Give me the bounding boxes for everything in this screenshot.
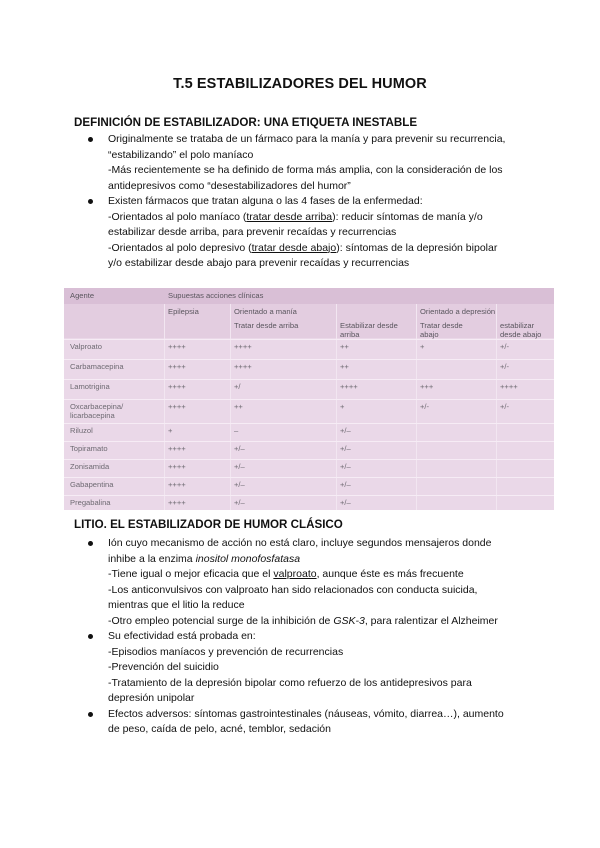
text-line: -Prevención del suicidio bbox=[108, 661, 219, 673]
text-span: , para ralentizar el Alzheimer bbox=[364, 614, 498, 627]
table-cell-agente: Carbamacepina bbox=[70, 362, 124, 371]
text-line: -Tratamiento de la depresión bipolar como refuerzo de los antidepresivos para bbox=[108, 676, 472, 689]
section-litio-body bbox=[84, 536, 546, 738]
table-cell-value: – bbox=[234, 426, 239, 435]
drug-table bbox=[64, 288, 554, 510]
table-cell-value: +/– bbox=[340, 444, 351, 453]
list-item bbox=[84, 629, 546, 707]
text-span: inhibe a la enzima bbox=[108, 552, 196, 565]
text-line bbox=[108, 210, 546, 226]
italic-text: inositol monofosfatasa bbox=[195, 552, 301, 565]
table-cell-value: + bbox=[340, 402, 345, 411]
text-line: antidepresivos como “desestabilizadores del humor” bbox=[108, 179, 351, 192]
underlined-text: tratar desde abajo bbox=[251, 241, 337, 254]
table-cell-value: ++++ bbox=[168, 444, 186, 453]
table-cell-value: +/– bbox=[340, 498, 351, 507]
table-cell-value: ++++ bbox=[234, 362, 252, 371]
table-cell-agente: Lamotrigina bbox=[70, 382, 110, 391]
text-line: Efectos adversos: síntomas gastrointestinales (náuseas, vómito, diarrea…), aumento bbox=[108, 707, 504, 720]
table-row-divider bbox=[64, 423, 554, 424]
table-cell-value: ++++ bbox=[340, 382, 358, 391]
col-header-supuestas: Supuestas acciones clínicas bbox=[168, 291, 264, 300]
table-cell-agente: Gabapentina bbox=[70, 480, 114, 489]
table-header-band bbox=[64, 288, 554, 304]
underlined-text: valproato bbox=[273, 568, 317, 580]
text-line bbox=[108, 552, 546, 568]
text-line: depresión unipolar bbox=[108, 692, 195, 704]
table-cell-agente: Topiramato bbox=[70, 444, 108, 453]
text-line: “estabilizando” el polo maníaco bbox=[108, 148, 254, 161]
text-line: de peso, caída de pelo, acné, temblor, sedación bbox=[108, 723, 331, 735]
bullet-icon bbox=[88, 541, 93, 546]
text-line: Originalmente se trataba de un fármaco para la manía y para prevenir su recurrencia, bbox=[108, 133, 506, 145]
text-span: -Orientados al polo maníaco ( bbox=[108, 210, 247, 223]
table-cell-value: + bbox=[168, 426, 173, 435]
table-cell-value: ++++ bbox=[234, 342, 252, 351]
table-row-divider bbox=[64, 379, 554, 380]
table-cell-value: ++++ bbox=[168, 342, 186, 351]
text-line: Existen fármacos que tratan alguna o las 4 fases de la enfermedad: bbox=[108, 195, 423, 207]
table-cell-value: +/- bbox=[500, 362, 510, 371]
text-line: Su efectividad está probada en: bbox=[108, 630, 256, 642]
table-column-divider bbox=[164, 304, 165, 510]
col-header-mania: Orientado a manía bbox=[234, 307, 297, 316]
table-row-divider bbox=[64, 359, 554, 360]
table-cell-value: ++ bbox=[340, 342, 349, 351]
text-line bbox=[108, 567, 546, 583]
text-line: Ión cuyo mecanismo de acción no está claro, incluye segundos mensajeros donde bbox=[108, 537, 492, 549]
col-header-estab-arriba: Estabilizar desde arriba bbox=[340, 321, 398, 339]
table-cell-value: ++ bbox=[234, 402, 243, 411]
col-header-tratar-arriba: Tratar desde arriba bbox=[234, 321, 299, 330]
table-row-divider bbox=[64, 339, 554, 340]
col-header-estab-abajo: estabilizar desde abajo bbox=[500, 321, 542, 339]
table-cell-value: +/– bbox=[234, 498, 245, 507]
text-span: ): síntomas de la depresión bipolar bbox=[336, 241, 498, 254]
table-column-divider bbox=[336, 304, 337, 510]
col-header-tratar-abajo: Tratar desde abajo bbox=[420, 321, 463, 339]
table-row-divider bbox=[64, 399, 554, 400]
table-cell-agente: Zonisamida bbox=[70, 462, 110, 471]
table-cell-value: +/- bbox=[500, 402, 510, 411]
list-item bbox=[84, 194, 546, 272]
table-cell-value: +/– bbox=[340, 426, 351, 435]
text-line: mientras que el litio la reduce bbox=[108, 599, 245, 611]
table-cell-value: ++++ bbox=[168, 362, 186, 371]
table-cell-value: +/– bbox=[234, 480, 245, 489]
bullet-icon bbox=[88, 199, 93, 204]
underlined-text: tratar desde arriba bbox=[246, 210, 333, 223]
section-definicion-body bbox=[84, 132, 546, 272]
table-column-divider bbox=[230, 304, 231, 510]
table-cell-value: +/– bbox=[340, 480, 351, 489]
table-cell-value: ++++ bbox=[168, 480, 186, 489]
table-column-divider bbox=[496, 304, 497, 510]
section-heading-litio: LITIO. EL ESTABILIZADOR DE HUMOR CLÁSICO bbox=[74, 518, 343, 531]
text-span: -Otro empleo potencial surge de la inhibición de bbox=[108, 614, 334, 627]
table-cell-value: +++ bbox=[420, 382, 434, 391]
table-cell-value: +/ bbox=[234, 382, 241, 391]
table-cell-value: +/- bbox=[420, 402, 430, 411]
table-row-divider bbox=[64, 477, 554, 478]
table-cell-value: ++ bbox=[340, 362, 349, 371]
list-item bbox=[84, 707, 546, 738]
text-line bbox=[108, 241, 546, 257]
table-cell-value: ++++ bbox=[168, 498, 186, 507]
table-row-divider bbox=[64, 441, 554, 442]
bullet-icon bbox=[88, 137, 93, 142]
text-span: , aunque éste es más frecuente bbox=[316, 568, 464, 580]
table-column-divider bbox=[416, 304, 417, 510]
text-line: y/o estabilizar desde abajo para prevenir recaídas y recurrencias bbox=[108, 257, 410, 269]
table-cell-value: ++++ bbox=[168, 402, 186, 411]
table-cell-value: ++++ bbox=[168, 462, 186, 471]
text-span: ): reducir síntomas de manía y/o bbox=[332, 210, 483, 223]
table-cell-value: +/– bbox=[234, 444, 245, 453]
table-cell-agente: Riluzol bbox=[70, 426, 93, 435]
table-row-divider bbox=[64, 495, 554, 496]
table-cell-value: + bbox=[420, 342, 425, 351]
list-item bbox=[84, 132, 546, 194]
col-header-agente: Agente bbox=[70, 291, 95, 300]
table-cell-agente: Pregabalina bbox=[70, 498, 111, 507]
bullet-icon bbox=[88, 634, 93, 639]
table-cell-value: +/– bbox=[234, 462, 245, 471]
table-cell-value: +/- bbox=[500, 342, 510, 351]
bullet-icon bbox=[88, 712, 93, 717]
text-span: -Tiene igual o mejor eficacia que el bbox=[108, 568, 274, 580]
list-item bbox=[84, 536, 546, 629]
text-line: estabilizar desde arriba, para prevenir recaídas y recurrencias bbox=[108, 226, 397, 238]
italic-text: GSK-3 bbox=[333, 614, 365, 627]
table-cell-agente: Valproato bbox=[70, 342, 102, 351]
text-line: -Los anticonvulsivos con valproato han sido relacionados con conducta suicida, bbox=[108, 583, 478, 596]
page-title: T.5 ESTABILIZADORES DEL HUMOR bbox=[173, 76, 427, 92]
table-cell-value: +/– bbox=[340, 462, 351, 471]
text-line: -Episodios maníacos y prevención de recurrencias bbox=[108, 645, 344, 658]
text-line: -Más recientemente se ha definido de forma más amplia, con la consideración de los bbox=[108, 164, 503, 176]
table-cell-value: ++++ bbox=[500, 382, 518, 391]
col-header-epilepsia: Epilepsia bbox=[168, 307, 199, 316]
text-span: -Orientados al polo depresivo ( bbox=[108, 241, 252, 254]
section-heading-definicion: DEFINICIÓN DE ESTABILIZADOR: UNA ETIQUETA INESTABLE bbox=[74, 116, 418, 129]
table-cell-agente: Oxcarbacepina/ licarbacepina bbox=[70, 402, 124, 420]
table-row-divider bbox=[64, 459, 554, 460]
col-header-depresion: Orientado a depresión bbox=[420, 307, 496, 316]
table-cell-value: ++++ bbox=[168, 382, 186, 391]
text-line bbox=[108, 614, 546, 630]
